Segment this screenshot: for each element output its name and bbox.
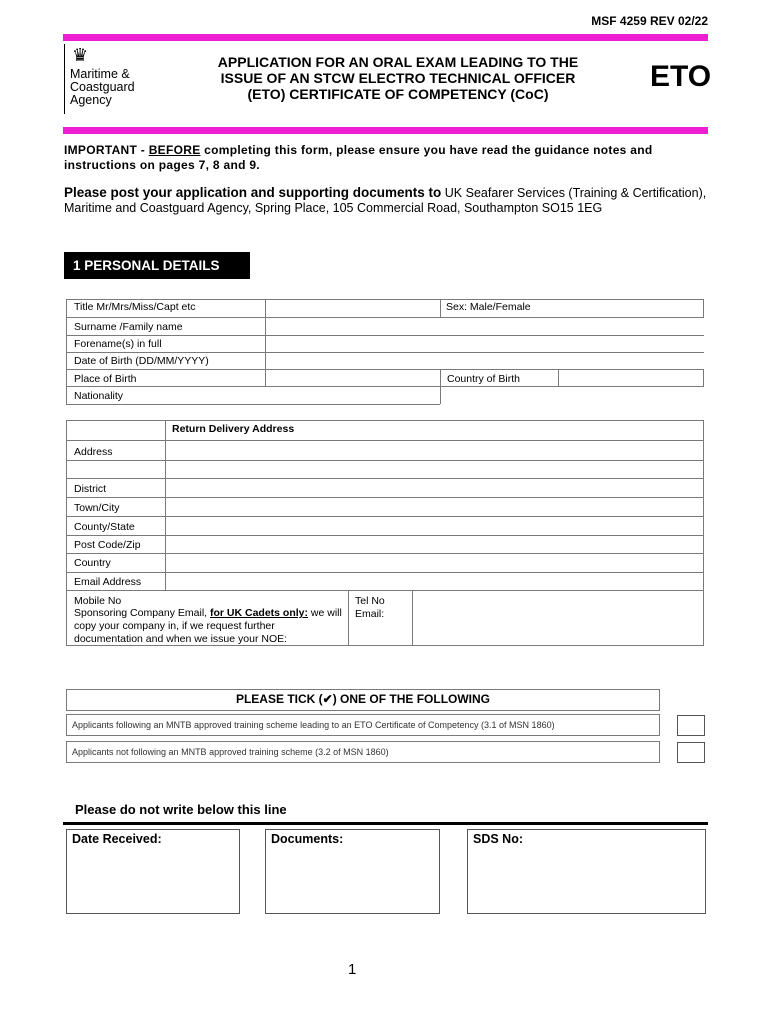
email-address-label: Email Address [74, 576, 142, 588]
form-title [175, 54, 621, 102]
postal-address: UK Seafarer Services (Training & Certification), Maritime and Coastguard Agency, Spring Place, 105 Commercial Road, Southampton SO15 1EG [64, 186, 707, 215]
forenames-label: Forename(s) in full [74, 338, 162, 350]
sds-number-label: SDS No: [473, 832, 523, 846]
district-field[interactable] [166, 479, 703, 497]
surname-field[interactable] [266, 318, 703, 335]
title-label: Title Mr/Mrs/Miss/Capt etc [74, 301, 196, 313]
royal-crest-icon: ♛ [72, 45, 89, 65]
documents-box [265, 829, 440, 914]
title-line: ISSUE OF AN STCW ELECTRO TECHNICAL OFFICER [220, 70, 576, 86]
tick-checkbox-mntb[interactable] [677, 715, 705, 736]
office-use-notice: Please do not write below this line [75, 802, 287, 817]
logo-line: Coastguard [70, 80, 135, 94]
forenames-field[interactable] [266, 336, 703, 352]
important-emphasis: BEFORE [148, 143, 201, 157]
dob-label: Date of Birth (DD/MM/YYYY) [74, 355, 209, 367]
sponsor-email-short-label: Email: [355, 608, 385, 620]
tel-email-field[interactable] [413, 591, 703, 645]
form-reference: MSF 4259 REV 02/22 [591, 14, 708, 28]
sponsor-label-detail: we will copy your company in, if we request further documentation and when we issue your NOE: [74, 607, 342, 645]
country-of-birth-label: Country of Birth [447, 373, 520, 385]
sex-label: Sex: Male/Female [446, 301, 531, 313]
documents-label: Documents: [271, 832, 344, 846]
dob-field[interactable] [266, 353, 703, 369]
address-line-2-field[interactable] [166, 461, 703, 478]
mobile-label: Mobile No [74, 595, 122, 607]
important-text: completing this form, please ensure you have read the guidance notes and instructions on pages 7, 8 and 9. [64, 143, 653, 172]
address-label: Address [74, 446, 113, 458]
important-notice [64, 143, 709, 173]
title-line: (ETO) CERTIFICATE OF COMPETENCY (CoC) [247, 86, 549, 102]
tick-checkbox-non-mntb[interactable] [677, 742, 705, 763]
place-of-birth-field[interactable] [266, 370, 440, 386]
email-address-field[interactable] [166, 573, 703, 590]
agency-name [70, 68, 135, 107]
logo-divider [64, 44, 65, 114]
logo-line: Agency [70, 93, 112, 107]
tick-option-non-mntb: Applicants not following an MNTB approved training scheme (3.2 of MSN 1860) [66, 741, 660, 763]
postal-instructions [64, 185, 714, 216]
nationality-label: Nationality [74, 390, 124, 402]
tel-label: Tel No [355, 595, 385, 607]
title-line: APPLICATION FOR AN ORAL EXAM LEADING TO THE [217, 54, 579, 70]
district-label: District [74, 483, 107, 495]
tick-heading: PLEASE TICK (✔) ONE OF THE FOLLOWING [66, 689, 660, 711]
logo-line: Maritime & [70, 67, 130, 81]
return-address-heading: Return Delivery Address [172, 423, 295, 435]
sex-field[interactable] [550, 300, 703, 317]
post-code-field[interactable] [166, 536, 703, 553]
tick-option-mntb: Applicants following an MNTB approved training scheme leading to an ETO Certificate of Competency (3.1 of MSN 1860) [66, 714, 660, 736]
county-state-field[interactable] [166, 517, 703, 535]
town-city-field[interactable] [166, 498, 703, 516]
header-accent-bar [63, 34, 708, 41]
date-received-box [66, 829, 240, 914]
sponsor-email-label [74, 607, 346, 646]
sponsor-label-emphasis: for UK Cadets only: [209, 607, 308, 619]
certificate-badge: ETO [650, 60, 712, 93]
office-use-divider [63, 822, 708, 825]
country-field[interactable] [166, 554, 703, 572]
sds-number-box [467, 829, 706, 914]
page-number: 1 [348, 961, 357, 978]
nationality-field[interactable] [266, 387, 440, 404]
town-city-label: Town/City [74, 502, 120, 514]
title-field[interactable] [266, 300, 440, 317]
address-line-1-field[interactable] [166, 441, 703, 460]
country-of-birth-field[interactable] [559, 370, 703, 386]
date-received-label: Date Received: [72, 832, 162, 846]
postal-lead: Please post your application and supporting documents to [64, 185, 442, 200]
surname-label: Surname /Family name [74, 321, 183, 333]
place-of-birth-label: Place of Birth [74, 373, 137, 385]
country-label: Country [74, 557, 111, 569]
section-heading-personal-details: 1 PERSONAL DETAILS [64, 252, 250, 279]
county-state-label: County/State [74, 521, 135, 533]
important-prefix: IMPORTANT - [64, 143, 149, 157]
header-accent-bar-bottom [63, 127, 708, 134]
sponsor-label-text: Sponsoring Company Email, [74, 607, 210, 619]
post-code-label: Post Code/Zip [74, 539, 141, 551]
agency-logo [64, 44, 164, 116]
